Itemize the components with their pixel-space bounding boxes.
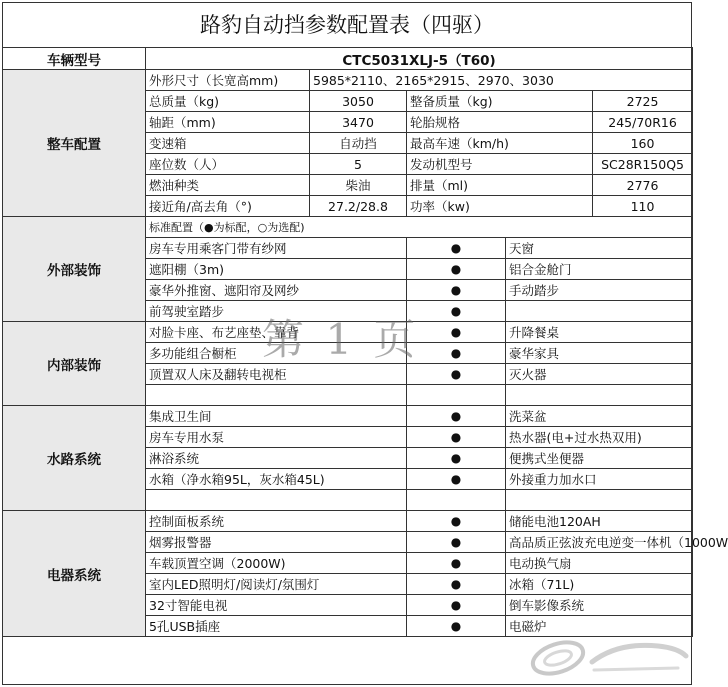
config-table — [2, 47, 728, 637]
standard-bullet: ● — [407, 616, 506, 637]
standard-bullet: ● — [407, 343, 506, 364]
spec-value: 3470 — [310, 112, 407, 133]
spec-value: 2776 — [593, 175, 693, 196]
table-row — [3, 511, 693, 532]
spec-label: 轴距（mm) — [146, 112, 310, 133]
spec-label: 发动机型号 — [407, 154, 593, 175]
feature-label: 顶置双人床及翻转电视柜 — [146, 364, 407, 385]
feature-label: 洗菜盆 — [506, 406, 693, 427]
spec-value: 110 — [593, 196, 693, 217]
spec-label: 轮胎规格 — [407, 112, 593, 133]
feature-label: 倒车影像系统 — [506, 595, 693, 616]
model-row — [3, 48, 693, 70]
table-row — [3, 406, 693, 427]
spec-label: 总质量（kg) — [146, 91, 310, 112]
spec-label: 最高车速（km/h) — [407, 133, 593, 154]
feature-label — [506, 385, 693, 406]
feature-label — [506, 490, 693, 511]
spec-label: 整备质量（kg) — [407, 91, 593, 112]
spec-value: 27.2/28.8 — [310, 196, 407, 217]
feature-label: 控制面板系统 — [146, 511, 407, 532]
table-row — [3, 322, 693, 343]
standard-bullet: ● — [407, 406, 506, 427]
section-interior: 内部装饰 — [3, 322, 146, 406]
feature-label: 前驾驶室踏步 — [146, 301, 407, 322]
section-vehicle: 整车配置 — [3, 70, 146, 217]
spec-value: 2725 — [593, 91, 693, 112]
model-value: CTC5031XLJ-5（T60) — [146, 48, 693, 70]
spec-value: 5 — [310, 154, 407, 175]
feature-label: 烟雾报警器 — [146, 532, 407, 553]
feature-label: 冰箱（71L) — [506, 574, 693, 595]
standard-bullet: ● — [407, 448, 506, 469]
empty-cell — [407, 385, 506, 406]
feature-label: 水箱（净水箱95L，灰水箱45L) — [146, 469, 407, 490]
standard-bullet: ● — [407, 469, 506, 490]
model-label: 车辆型号 — [3, 48, 146, 70]
feature-label: 对脸卡座、布艺座垫、靠背 — [146, 322, 407, 343]
feature-label: 5孔USB插座 — [146, 616, 407, 637]
standard-bullet: ● — [407, 322, 506, 343]
feature-label: 铝合金舱门 — [506, 259, 693, 280]
feature-label: 储能电池120AH — [506, 511, 693, 532]
feature-label: 房车专用乘客门带有纱网 — [146, 238, 407, 259]
feature-label: 车载顶置空调（2000W) — [146, 553, 407, 574]
standard-bullet: ● — [407, 532, 506, 553]
feature-label: 多功能组合橱柜 — [146, 343, 407, 364]
spec-value: 160 — [593, 133, 693, 154]
feature-label: 天窗 — [506, 238, 693, 259]
feature-label — [146, 490, 407, 511]
spec-value: SC28R150Q5 — [593, 154, 693, 175]
spec-label: 接近角/高去角（°) — [146, 196, 310, 217]
spec-label: 座位数（人） — [146, 154, 310, 175]
spec-value: 245/70R16 — [593, 112, 693, 133]
feature-label: 电动换气扇 — [506, 553, 693, 574]
standard-bullet: ● — [407, 427, 506, 448]
feature-label: 灭火器 — [506, 364, 693, 385]
feature-label: 热水器(电+过水热双用) — [506, 427, 693, 448]
empty-cell — [407, 490, 506, 511]
feature-label: 房车专用水泵 — [146, 427, 407, 448]
spec-label: 排量（ml) — [407, 175, 593, 196]
section-electric: 电器系统 — [3, 511, 146, 637]
feature-label: 豪华家具 — [506, 343, 693, 364]
standard-bullet: ● — [407, 364, 506, 385]
feature-label: 集成卫生间 — [146, 406, 407, 427]
feature-label: 室内LED照明灯/阅读灯/氛围灯 — [146, 574, 407, 595]
feature-label: 淋浴系统 — [146, 448, 407, 469]
feature-label: 高品质正弦波充电逆变一体机（1000W — [506, 532, 693, 553]
feature-label — [506, 301, 693, 322]
spec-value: 柴油 — [310, 175, 407, 196]
standard-bullet: ● — [407, 280, 506, 301]
table-row — [3, 217, 693, 238]
feature-label: 32寸智能电视 — [146, 595, 407, 616]
standard-bullet: ● — [407, 511, 506, 532]
spec-value: 自动挡 — [310, 133, 407, 154]
standard-bullet: ● — [407, 301, 506, 322]
feature-label: 手动踏步 — [506, 280, 693, 301]
spec-label: 变速箱 — [146, 133, 310, 154]
standard-bullet: ● — [407, 259, 506, 280]
standard-bullet: ● — [407, 574, 506, 595]
feature-label: 遮阳棚（3m) — [146, 259, 407, 280]
table-row — [3, 70, 693, 91]
feature-label: 电磁炉 — [506, 616, 693, 637]
standard-bullet: ● — [407, 553, 506, 574]
spec-label: 外形尺寸（长宽高mm) — [146, 70, 310, 91]
feature-label: 升降餐桌 — [506, 322, 693, 343]
feature-label — [146, 385, 407, 406]
config-sheet — [2, 2, 728, 685]
legend-note: 标准配置（●为标配，○为选配) — [146, 217, 693, 238]
standard-bullet: ● — [407, 595, 506, 616]
spec-label: 功率（kw) — [407, 196, 593, 217]
section-exterior: 外部装饰 — [3, 217, 146, 322]
section-water: 水路系统 — [3, 406, 146, 511]
standard-bullet: ● — [407, 238, 506, 259]
spec-value: 5985*2110、2165*2915、2970、3030 — [310, 70, 693, 91]
feature-label: 豪华外推窗、遮阳帘及网纱 — [146, 280, 407, 301]
feature-label: 外接重力加水口 — [506, 469, 693, 490]
feature-label: 便携式坐便器 — [506, 448, 693, 469]
spec-label: 燃油种类 — [146, 175, 310, 196]
page-watermark: 第 1 页 — [262, 315, 420, 364]
spec-value: 3050 — [310, 91, 407, 112]
sheet-title: 路豹自动挡参数配置表（四驱） — [3, 3, 691, 48]
